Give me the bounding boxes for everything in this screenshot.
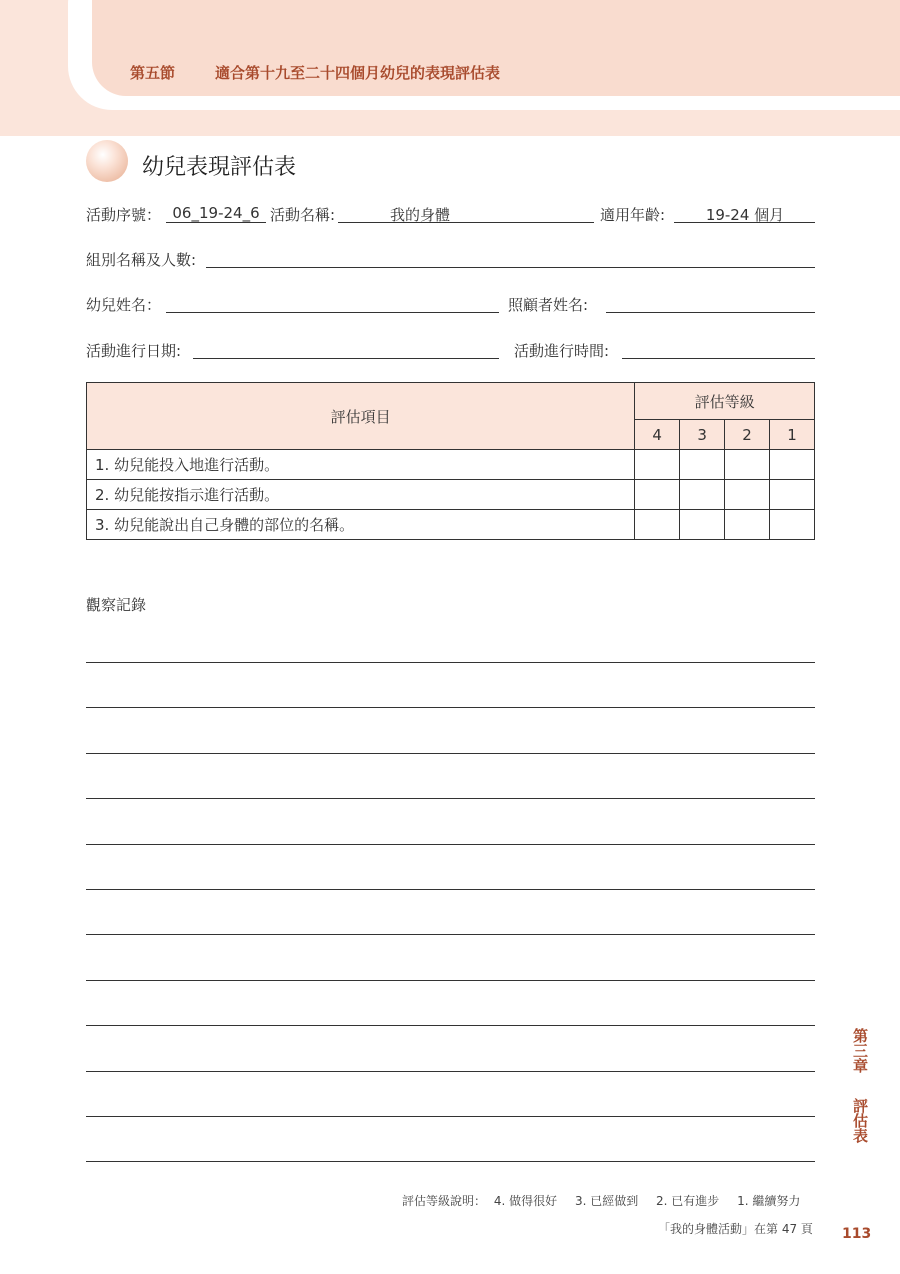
age-value: 19-24 個月 [705, 206, 785, 224]
evaluation-table [86, 382, 815, 540]
child-name-line[interactable] [166, 312, 499, 313]
grade-3-header: 3 [680, 420, 725, 450]
age-label: 適用年齡: [600, 206, 666, 224]
observation-line[interactable] [86, 1161, 815, 1162]
group-label: 組別名稱及人數: [86, 251, 197, 269]
table-row [87, 510, 815, 540]
grade-cell[interactable] [680, 480, 725, 510]
grade-cell[interactable] [680, 450, 725, 480]
activity-name-value: 我的身體 [389, 206, 450, 224]
activity-no-value: 06_19-24_6 [172, 204, 260, 222]
side-chapter-text: 第三章 [851, 1028, 869, 1073]
observation-line[interactable] [86, 844, 815, 845]
group-line[interactable] [206, 267, 815, 268]
grade-cell[interactable] [770, 450, 815, 480]
observation-line[interactable] [86, 662, 815, 663]
date-label: 活動進行日期: [86, 342, 182, 360]
page-reference: 「我的身體活動」在第 47 頁 [658, 1222, 813, 1236]
observation-line[interactable] [86, 1071, 815, 1072]
date-line[interactable] [193, 358, 499, 359]
grade-cell[interactable] [725, 480, 770, 510]
observation-line[interactable] [86, 1116, 815, 1117]
legend-item: 2. 已有進步 [656, 1194, 720, 1208]
grade-header: 評估等級 [635, 383, 815, 420]
grade-cell[interactable] [725, 510, 770, 540]
table-row [87, 480, 815, 510]
observation-line[interactable] [86, 798, 815, 799]
legend-item: 1. 繼續努力 [737, 1194, 801, 1208]
grade-cell[interactable] [635, 450, 680, 480]
grade-cell[interactable] [635, 480, 680, 510]
grade-cell[interactable] [725, 450, 770, 480]
grade-4-header: 4 [635, 420, 680, 450]
caregiver-line[interactable] [606, 312, 815, 313]
grade-1-header: 1 [770, 420, 815, 450]
observation-line[interactable] [86, 753, 815, 754]
item-header: 評估項目 [87, 383, 635, 450]
observation-line[interactable] [86, 707, 815, 708]
item-2: 2. 幼兒能按指示進行活動。 [87, 480, 635, 510]
time-line[interactable] [622, 358, 815, 359]
activity-no-line [166, 222, 266, 223]
grade-cell[interactable] [680, 510, 725, 540]
grade-legend [402, 1192, 814, 1209]
grade-2-header: 2 [725, 420, 770, 450]
legend-label: 評估等級說明： [402, 1194, 487, 1208]
time-label: 活動進行時間: [514, 342, 610, 360]
side-chapter-label [850, 1028, 868, 1073]
grade-cell[interactable] [770, 480, 815, 510]
observation-title: 觀察記錄 [86, 596, 147, 614]
observation-line[interactable] [86, 980, 815, 981]
section-number: 第五節 [130, 64, 176, 82]
item-1: 1. 幼兒能投入地進行活動。 [87, 450, 635, 480]
page-title: 幼兒表現評估表 [142, 155, 297, 180]
page-number: 113 [842, 1226, 872, 1242]
table-row [87, 450, 815, 480]
section-title: 適合第十九至二十四個月幼兒的表現評估表 [215, 64, 501, 82]
side-topic-label [850, 1098, 868, 1143]
item-3: 3. 幼兒能說出自己身體的部位的名稱。 [87, 510, 635, 540]
observation-line[interactable] [86, 1025, 815, 1026]
grade-cell[interactable] [770, 510, 815, 540]
legend-item: 3. 已經做到 [574, 1194, 639, 1208]
activity-name-label: 活動名稱: [270, 206, 336, 224]
title-bullet-icon [86, 140, 128, 182]
observation-line[interactable] [86, 889, 815, 890]
observation-line[interactable] [86, 934, 815, 935]
legend-item: 4. 做得很好 [493, 1194, 558, 1208]
child-name-label: 幼兒姓名： [86, 296, 162, 314]
side-topic-text: 評估表 [851, 1098, 869, 1143]
grade-cell[interactable] [635, 510, 680, 540]
activity-no-label: 活動序號： [86, 206, 162, 224]
caregiver-label: 照顧者姓名: [508, 296, 589, 314]
